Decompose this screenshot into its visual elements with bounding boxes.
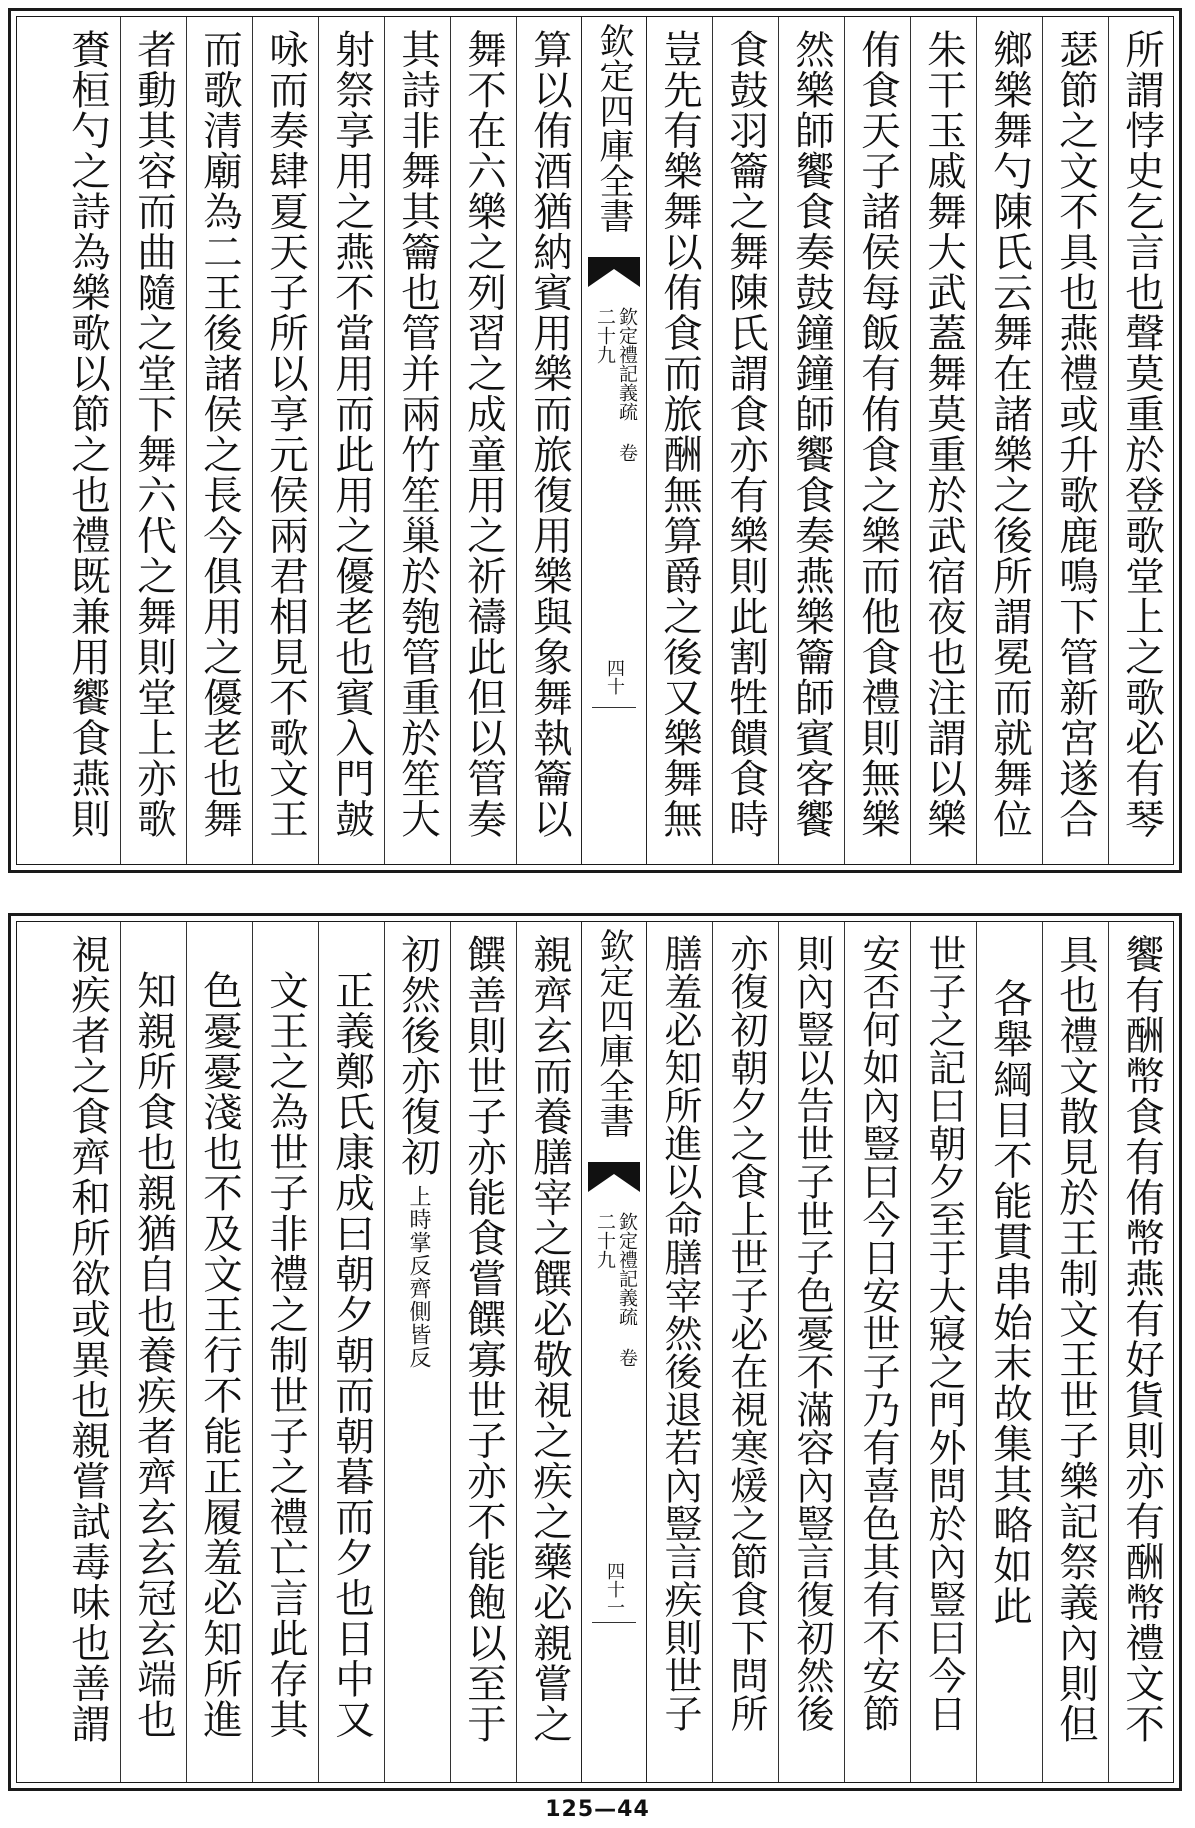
book-title: 欽定四庫全書 [594, 23, 634, 233]
column-rule [844, 922, 845, 1782]
fishtail-mark-icon [586, 1160, 642, 1194]
lower-page-frame [16, 921, 1174, 1783]
text-column: 親齊玄而養膳宰之饌必敬視之疾之藥必親嘗之 [527, 934, 573, 1744]
column-rule [910, 17, 911, 864]
column-rule [778, 17, 779, 864]
column-rule [844, 17, 845, 864]
page-number: 125—44 [545, 1797, 650, 1822]
column-rule [1108, 922, 1109, 1782]
text-column: 朱干玉戚舞大武蓋舞莫重於武宿夜也注謂以樂 [921, 29, 967, 839]
text-column: 饌善則世子亦能食嘗饌寡世子亦不能飽以至于 [461, 934, 507, 1744]
column-rule [120, 17, 121, 864]
leaf-rule [592, 707, 636, 708]
column-rule [516, 17, 517, 864]
column-rule [384, 922, 385, 1782]
column-rule [712, 922, 713, 1782]
text-column: 色憂憂淺也不及文王行不能正履羞必知所進 [197, 970, 243, 1740]
volume-label: 欽定禮記義疏 卷二十九 [594, 1212, 638, 1367]
column-rule [318, 17, 319, 864]
text-column: 瑟節之文不具也燕禮或升歌鹿鳴下管新宮遂合 [1053, 29, 1099, 839]
text-column: 其詩非舞其籥也管并兩竹笙巢於匏管重於笙大 [395, 29, 441, 839]
pronunciation-note: 上時掌反 [406, 1185, 431, 1277]
text-column: 亦復初朝夕之食上世子必在視寒煖之節食下問所 [724, 934, 768, 1732]
column-rule [712, 17, 713, 864]
column-rule [120, 922, 121, 1782]
book-title: 欽定四庫全書 [594, 928, 634, 1138]
text-column: 視疾者之食齊和所欲或異也親嘗試毒味也善謂 [65, 934, 111, 1744]
leaf-number: 四十 [604, 659, 625, 695]
leaf-number: 四十一 [604, 1562, 625, 1616]
upper-page-frame [16, 16, 1174, 865]
fishtail-mark-icon [586, 255, 642, 289]
center-fold [581, 17, 647, 864]
text-column: 賚桓勺之詩為樂歌以節之也禮既兼用饗食燕則 [65, 29, 111, 839]
column-rule [976, 17, 977, 864]
text-column: 正義鄭氏康成曰朝夕朝而朝暮而夕也日中又 [329, 970, 375, 1740]
center-fold [581, 922, 647, 1782]
text-column: 咏而奏肆夏天子所以享元侯兩君相見不歌文王 [263, 29, 309, 839]
text-column: 膳羞必知所進以命膳宰然後退若內豎言疾則世子 [658, 934, 702, 1732]
column-rule [186, 922, 187, 1782]
column-rule [318, 922, 319, 1782]
volume-label: 欽定禮記義疏 卷二十九 [594, 307, 638, 462]
column-rule [450, 17, 451, 864]
column-rule [252, 922, 253, 1782]
text-column-with-notes [387, 934, 449, 1774]
leaf-rule [592, 1622, 636, 1623]
text-column: 算以侑酒猶納賓用樂而旅復用樂與象舞執籥以 [527, 29, 573, 839]
text-column: 饗有酬幣食有侑幣燕有好貨則亦有酬幣禮文不 [1119, 934, 1165, 1744]
column-rule [778, 922, 779, 1782]
text-column: 然樂師饗食奏鼓鐘鐘師饗食奏燕樂籥師賓客饗 [789, 29, 835, 839]
column-rule [1042, 922, 1043, 1782]
column-rule [252, 17, 253, 864]
text-column: 安否何如內豎曰今日安世子乃有喜色其有不安節 [856, 934, 900, 1732]
pronunciation-note: 齊側皆反 [406, 1277, 431, 1369]
text-column: 者動其容而曲隨之堂下舞六代之舞則堂上亦歌 [131, 29, 177, 839]
text-column: 則內豎以告世子世子色憂不滿容內豎言復初然後 [790, 934, 834, 1732]
column-rule [384, 17, 385, 864]
column-rule [910, 922, 911, 1782]
text-column: 文王之為世子非禮之制世子之禮亡言此存其 [263, 970, 309, 1740]
column-rule [186, 17, 187, 864]
column-rule [1042, 17, 1043, 864]
upper-page [8, 8, 1182, 873]
column-rule [450, 922, 451, 1782]
column-rule [1108, 17, 1109, 864]
text-column: 侑食天子諸侯每飯有侑食之樂而他食禮則無樂 [855, 29, 901, 839]
text-column: 食鼓羽籥之舞陳氏謂食亦有樂則此割牲饋食時 [723, 29, 769, 839]
text-column: 而歌清廟為二王後諸侯之長今俱用之優老也舞 [197, 29, 243, 839]
text-column: 世子之記曰朝夕至于大寢之門外問於內豎曰今日 [922, 934, 966, 1732]
text-column: 具也禮文散見於王制文王世子樂記祭義內則但 [1053, 934, 1099, 1744]
column-rule [516, 922, 517, 1782]
text-column: 射祭享用之燕不當用而此用之優老也賓入門皷 [329, 29, 375, 839]
main-text: 初然後亦復初 [395, 934, 441, 1177]
text-column: 知親所食也親猶自也養疾者齊玄玄冠玄端也 [131, 970, 177, 1740]
column-rule [976, 922, 977, 1782]
text-column: 鄉樂舞勺陳氏云舞在諸樂之後所謂冕而就舞位 [987, 29, 1033, 839]
text-column: 舞不在六樂之列習之成童用之祈禱此但以管奏 [461, 29, 507, 839]
lower-page [8, 913, 1182, 1791]
text-column: 豈先有樂舞以侑食而旅酬無算爵之後又樂舞無 [657, 29, 703, 839]
text-column: 所謂悖史乞言也聲莫重於登歌堂上之歌必有琴 [1119, 29, 1165, 839]
text-column: 各舉綱目不能貫串始末故集其略如此 [987, 978, 1033, 1626]
